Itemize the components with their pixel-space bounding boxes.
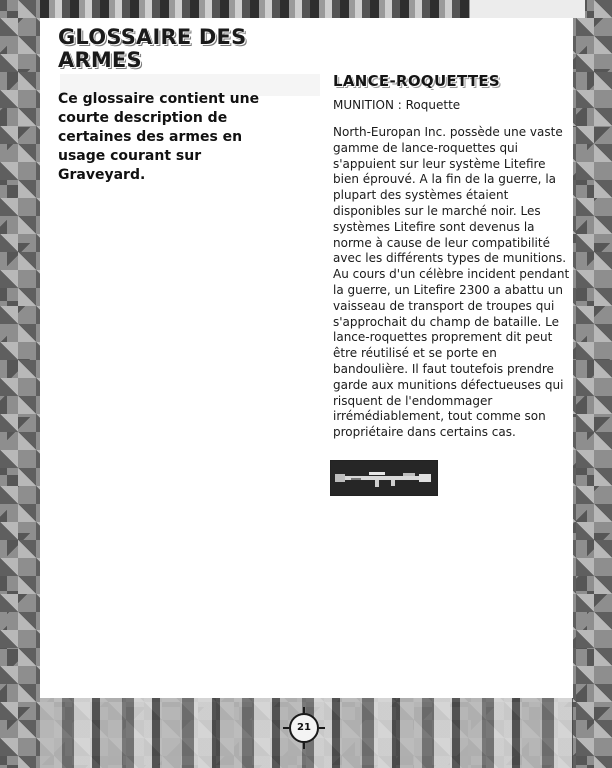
crosshair-tick: [319, 727, 325, 729]
ammo-type: MUNITION : Roquette: [333, 98, 461, 112]
weapon-name: LANCE-ROQUETTES: [333, 72, 501, 90]
content-panel: [40, 18, 573, 698]
page-number: 21: [289, 713, 319, 743]
page-title: GLOSSAIRE DES ARMES: [58, 25, 247, 72]
weapon-description: North-Europan Inc. possède une vaste gamme de lance-roquettes qui s'appuient sur leur système Litefire bien éprouvé. A la fin de la guerre, la plupart des systèmes étaient disponibles sur le marché noir. Les systèmes Litefire sont devenus la norme à cause de leur compatibilité avec les différents types de munitions. Au cours d'un célèbre incident pendant la guerre, un Litefire 2300 a abattu un vaisseau de transport de troupes qui s'approchait du champ de bataille. Le lance-roquettes proprement dit peut être réutilisé et se porte en bandoulière. Il faut toutefois prendre garde aux munitions défectueuses qui risquent de l'endommager irrémédiablement, tout comme son propriétaire dans certains cas.: [333, 125, 570, 440]
crosshair-tick: [303, 743, 305, 749]
camo-top-strip: [40, 0, 470, 18]
top-paper-edge: [470, 0, 585, 18]
intro-text: Ce glossaire contient une courte description de certaines des armes en usage courant sur Graveyard.: [58, 91, 260, 183]
rocket-launcher-image: [330, 460, 438, 496]
rocket-launcher-icon: [331, 461, 437, 495]
weapon-entry: [333, 72, 573, 441]
page-number-badge: [286, 710, 322, 746]
glossary-intro-column: [58, 26, 308, 185]
